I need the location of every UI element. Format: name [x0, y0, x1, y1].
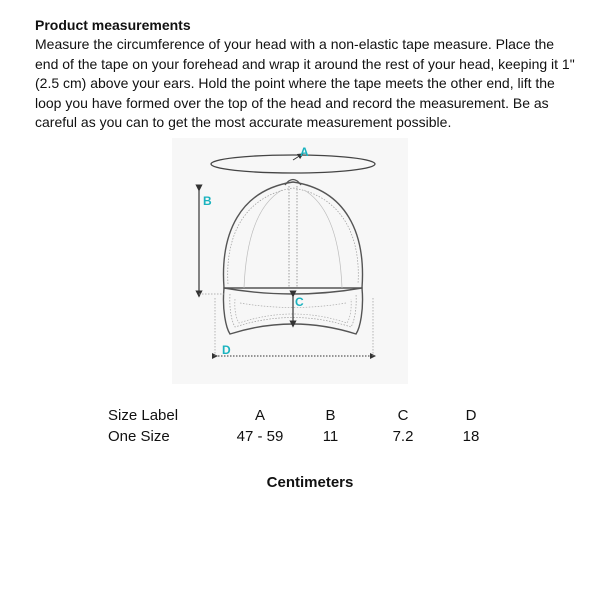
cell-d: 18: [462, 428, 480, 445]
label-b: B: [203, 194, 212, 208]
cell-b: 11: [322, 428, 339, 445]
header-a: A: [254, 407, 265, 424]
page-title: Product measurements: [35, 17, 191, 33]
cell-c: 7.2: [392, 428, 414, 445]
cell-a: 47 - 59: [236, 428, 284, 445]
cap-measurement-diagram: [172, 138, 408, 384]
header-d: D: [465, 407, 477, 424]
label-d: D: [222, 343, 231, 357]
label-a: A: [300, 145, 309, 159]
units-label: Centimeters: [266, 474, 354, 491]
header-size-label: Size Label: [108, 407, 179, 424]
size-table: [100, 405, 505, 447]
cap-crown: [224, 182, 363, 288]
circumference-ellipse: [211, 155, 375, 173]
header-b: B: [325, 407, 336, 424]
cap-illustration: [172, 138, 408, 384]
measurement-instructions: Measure the circumference of your head with a non-elastic tape measure. Place the end of the tape on your forehead and wrap it around the rest of your head, keeping it 1" (2.5 cm) above your ears. Hold the point where the tape meets the other end, lift the loop you have formed over the top of the head and record the measurement. Be as careful as you can to get the most accurate measurement possible.: [35, 36, 575, 130]
label-c: C: [295, 295, 304, 309]
header-c: C: [397, 407, 409, 424]
size-table-row: [100, 426, 505, 447]
cell-size-name: One Size: [108, 428, 170, 445]
size-table-header-row: [100, 405, 505, 426]
